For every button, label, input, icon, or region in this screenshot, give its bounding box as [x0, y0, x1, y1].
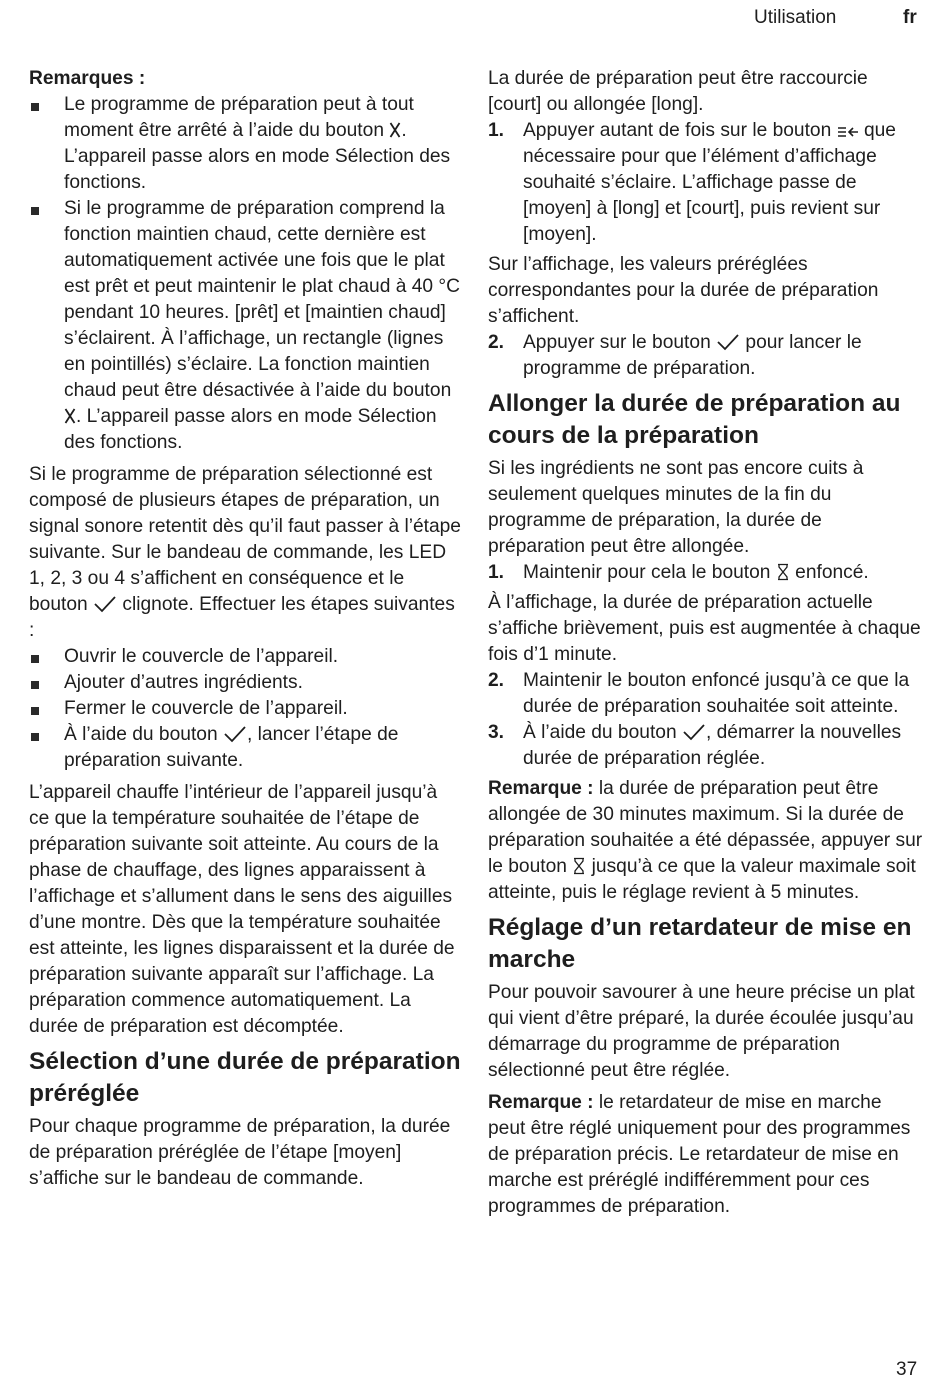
check-icon: [93, 595, 117, 613]
list-item: 1. Appuyer autant de fois sur le bouton que nécessaire pour que l’élément d’affichage souhaité s’éclaire. L’affichage passe de [moyen] à [long] et [court], puis revient sur [moyen].: [488, 120, 896, 245]
list-item: 2. Appuyer sur le bouton pour lancer le programme de préparation.: [488, 332, 862, 379]
list-item: À l’aide du bouton , lancer l’étape de préparation suivante.: [29, 722, 461, 774]
list-item: Ouvrir le couvercle de l’appareil.: [29, 644, 461, 670]
step-number: 2.: [488, 670, 505, 691]
duration-intro: La durée de préparation peut être raccourcie [court] ou allongée [long].: [488, 68, 868, 115]
section-heading-delay-timer: Réglage d’un retardateur de mise en marche: [488, 914, 912, 973]
remarks-list: [29, 92, 461, 456]
list-item: Ajouter d’autres ingrédients.: [29, 670, 461, 696]
preset-duration-paragraph: Pour chaque programme de préparation, la durée de préparation préréglée de l’étape [moyen] s’affiche sur le bandeau de commande.: [29, 1116, 451, 1189]
max-extension-note: Remarque : la durée de préparation peut être allongée de 30 minutes maximum. Si la durée de préparation souhaitée a été dépassée, appuyer sur le bouton jusqu’à ce que la valeur maximale soit atteinte, puis le réglage revient à 5 minutes.: [488, 778, 923, 903]
page-number: 37: [896, 1359, 918, 1380]
list-item: Fermer le couvercle de l’appareil.: [29, 696, 461, 722]
numbered-steps-start: [488, 330, 924, 382]
numbered-steps-extend-a: [488, 560, 924, 586]
extend-intro-paragraph: Si les ingrédients ne sont pas encore cuits à seulement quelques minutes de la fin du programme de préparation, la durée de préparation peut être allongée.: [488, 458, 864, 557]
list-item: 1. Maintenir pour cela le bouton enfoncé.: [488, 560, 924, 586]
numbered-steps-extend-b: [488, 668, 924, 772]
step-number: 1.: [488, 562, 505, 583]
preset-values-paragraph: Sur l’affichage, les valeurs préréglées correspondantes pour la durée de préparation s’affichent.: [488, 254, 879, 327]
list-item: 3. À l’aide du bouton , démarrer la nouvelles durée de préparation réglée.: [488, 722, 902, 769]
heating-paragraph: L’appareil chauffe l’intérieur de l’appareil jusqu’à ce que la température souhaitée de l’étape de préparation suivante soit atteinte. Au cours de la phase de chauffage, des lignes apparaissent à l’affichage et s’allument dans le sens des aiguilles d’une montre. Dès que la température souhaitée est atteinte, les lignes disparaissent et la durée de préparation suivante apparaît sur l’affichage. La préparation commence automatiquement. La durée de préparation est décomptée.: [29, 782, 455, 1037]
delay-timer-paragraph: Pour pouvoir savourer à une heure précise un plat qui vient d’être préparé, la durée écoulée jusqu’au démarrage du programme de préparation sélectionné peut être réglée.: [488, 982, 915, 1081]
section-heading-extend-duration: Allonger la durée de préparation au cours de la préparation: [488, 390, 901, 449]
section-heading-preset-duration: Sélection d’une durée de préparation préréglée: [29, 1048, 461, 1107]
menu-arrow-icon: [837, 125, 859, 139]
list-item: Le programme de préparation peut à tout moment être arrêté à l’aide du bouton . L’appareil passe alors en mode Sélection des fonctions.: [29, 92, 461, 196]
delay-timer-note: Remarque : le retardateur de mise en marche peut être réglé uniquement pour des programmes de préparation précis. Le retardateur de mise en marche est préréglé indifféremment pour ces programmes de préparation.: [488, 1092, 911, 1217]
step-number: 1.: [488, 120, 505, 141]
check-icon: [716, 333, 740, 351]
left-column: [29, 66, 461, 1198]
check-icon: [682, 723, 706, 741]
remarks-title: Remarques :: [29, 68, 146, 89]
extend-display-paragraph: À l’affichage, la durée de préparation actuelle s’affiche brièvement, puis est augmentée à chaque fois d’1 minute.: [488, 592, 921, 665]
multi-step-paragraph: Si le programme de préparation sélectionné est composé de plusieurs étapes de préparation, un signal sonore retentit dès qu’il faut passer à l’étape suivante. Sur le bandeau de commande, les LED 1, 2, 3 ou 4 s’affichent en conséquence et le bouton clignote. Effectuer les étapes suivantes :: [29, 464, 461, 641]
stop-icon: [389, 121, 401, 139]
hourglass-icon: [572, 857, 586, 875]
note-label: Remarque :: [488, 778, 594, 799]
check-icon: [223, 725, 247, 743]
numbered-steps-preset: [488, 118, 924, 248]
list-item: 2. Maintenir le bouton enfoncé jusqu’à ce que la durée de préparation souhaitée soit atteinte.: [488, 670, 910, 717]
right-column: [488, 66, 924, 1226]
step-number: 3.: [488, 722, 505, 743]
step-number: 2.: [488, 332, 505, 353]
list-item: Si le programme de préparation comprend la fonction maintien chaud, cette dernière est automatiquement activée une fois que le plat est prêt et peut maintenir le plat chaud à 40 °C pendant 10 heures. [prêt] et [maintien chaud] s’éclairent. À l’affichage, un rectangle (lignes en pointillés) s’éclaire. La fonction maintien chaud peut être désactivée à l’aide du bouton . L’appareil passe alors en mode Sélection des fonctions.: [29, 196, 461, 456]
hourglass-icon: [776, 563, 790, 581]
stop-icon: [64, 407, 76, 425]
note-label: Remarque :: [488, 1092, 594, 1113]
header-section-title: Utilisation: [754, 7, 837, 28]
steps-list: [29, 644, 461, 774]
header-language-code: fr: [903, 7, 917, 28]
